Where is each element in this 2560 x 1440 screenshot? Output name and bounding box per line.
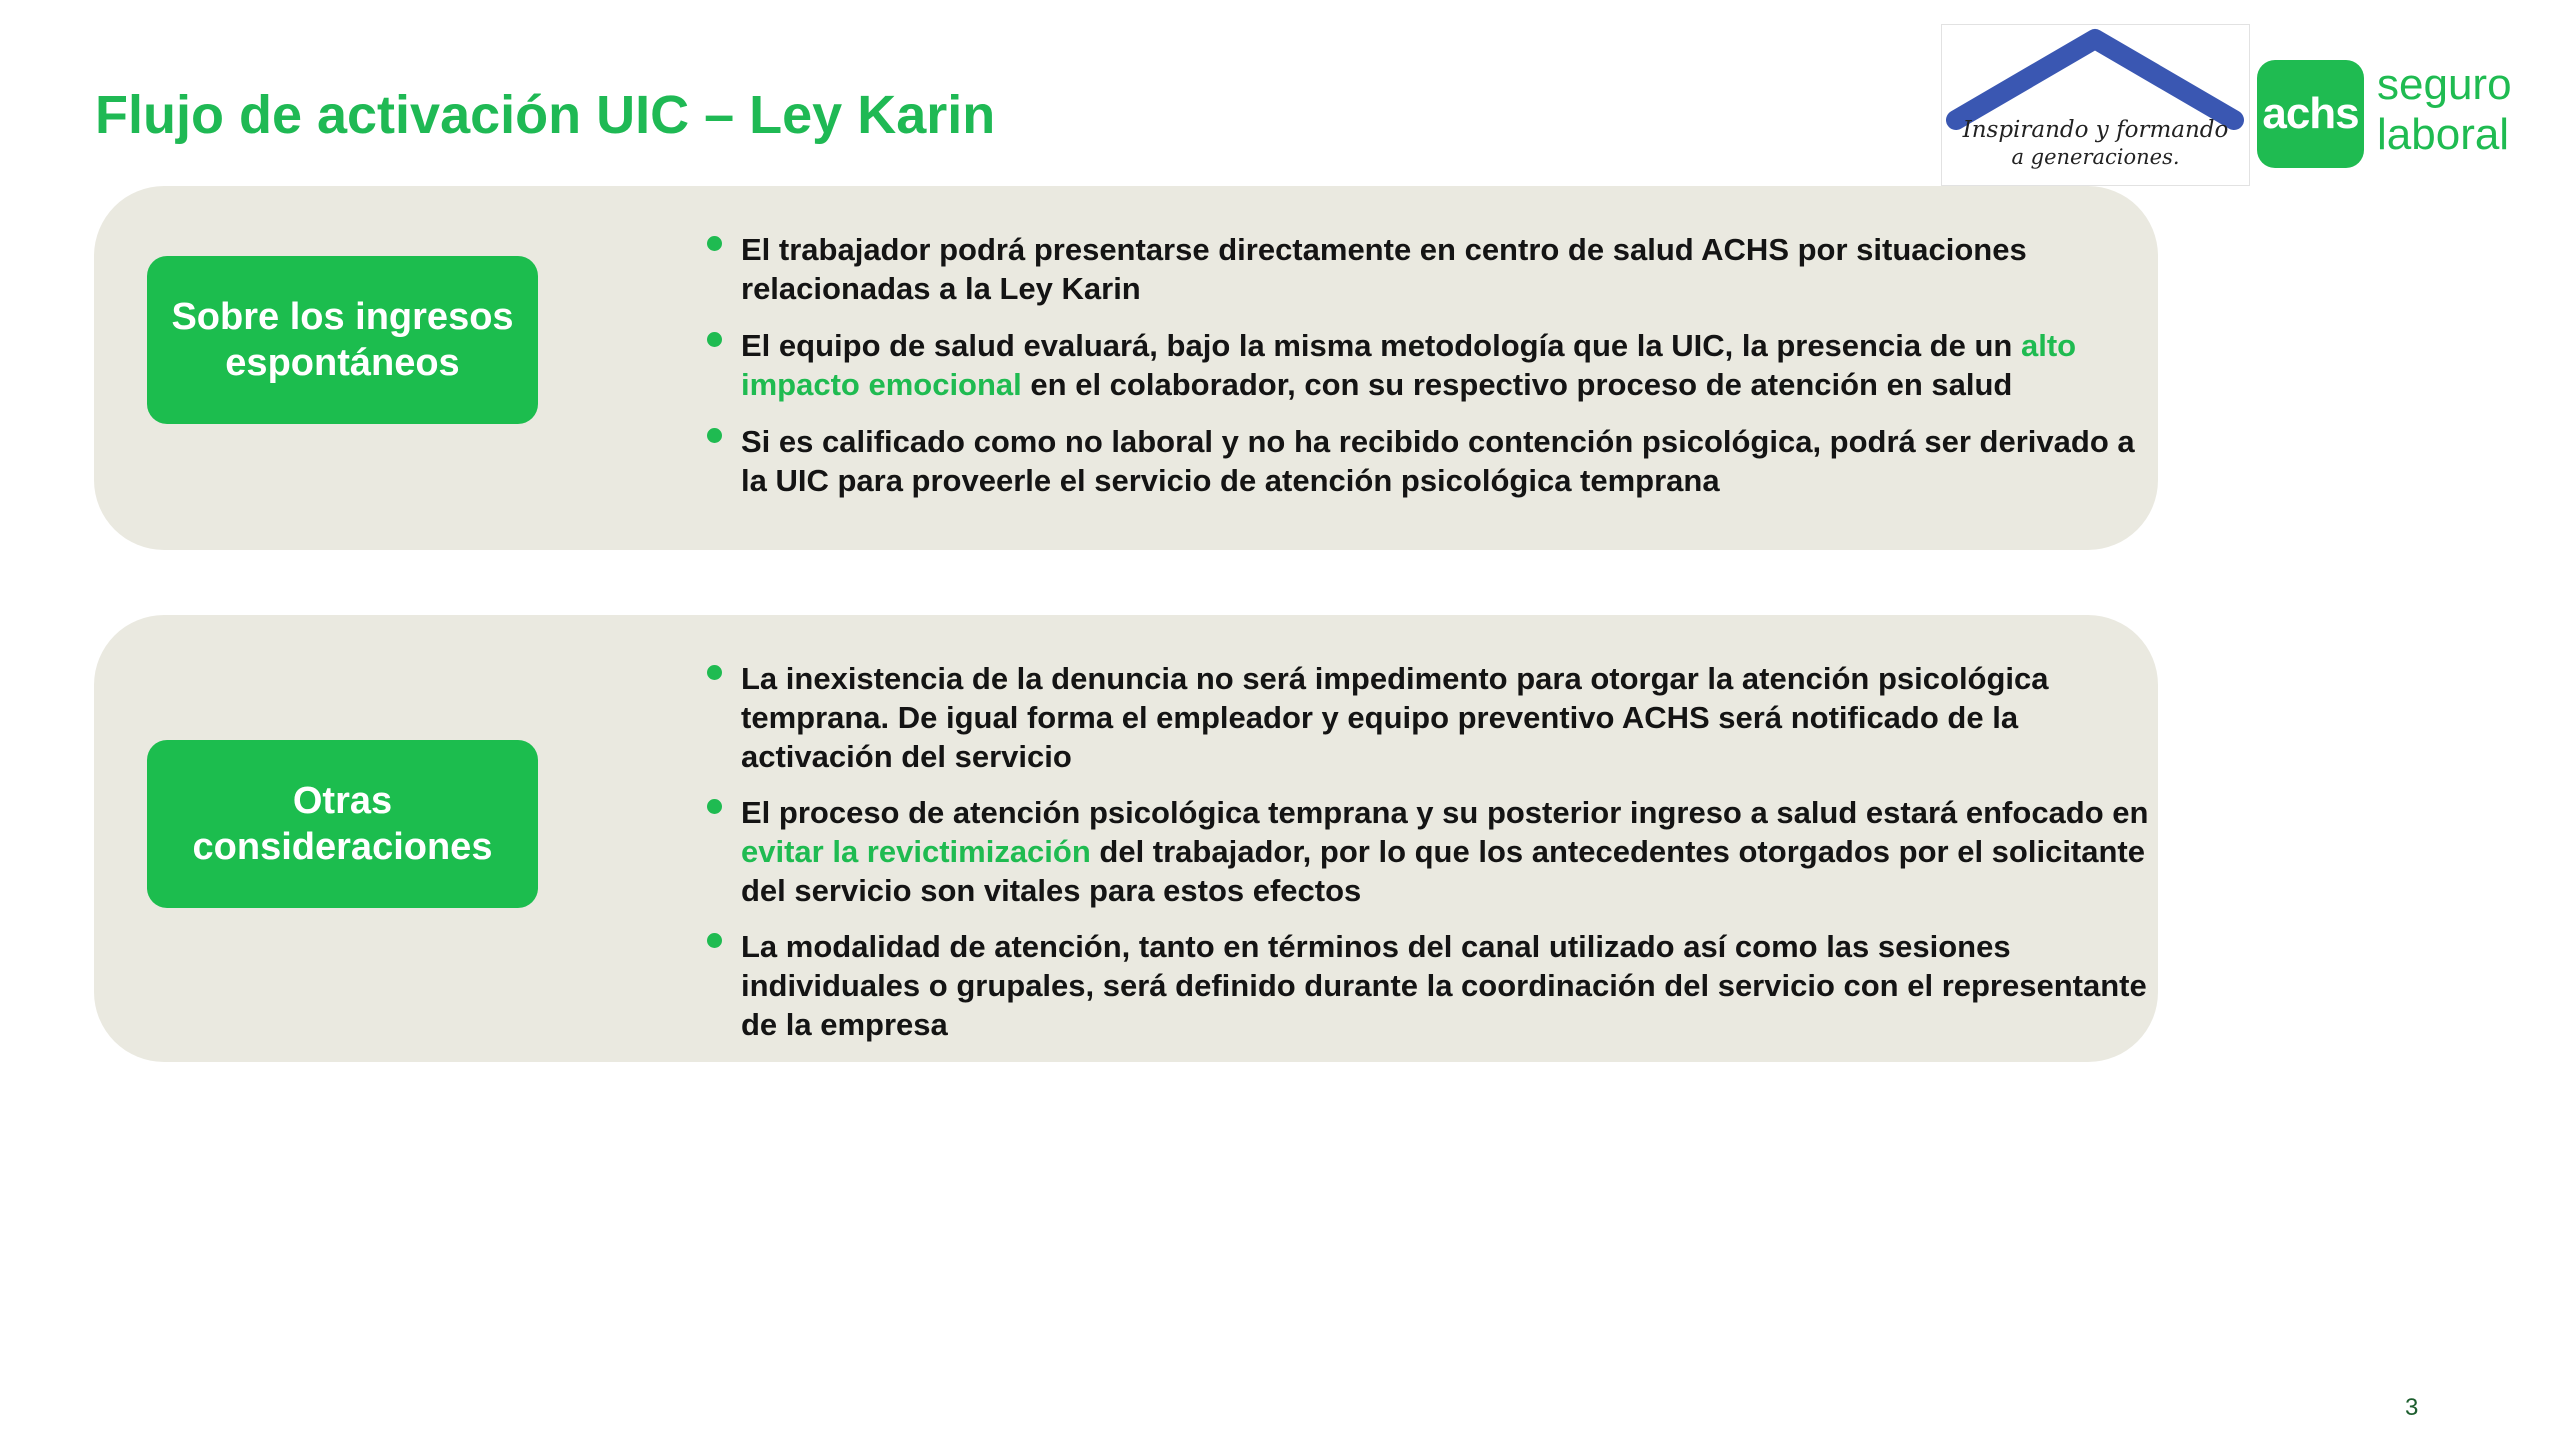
brand-line-2: laboral — [2377, 110, 2510, 159]
bullet-text: El trabajador podrá presentarse directamente en centro de salud ACHS por situaciones relacionadas a la Ley Karin — [741, 232, 2027, 306]
bullet-text: El equipo de salud evaluará, bajo la misma metodología que la UIC, la presencia de un — [741, 328, 2021, 363]
bullet-item — [740, 793, 2150, 910]
bullet-dot-icon — [707, 933, 722, 948]
bullet-highlight: evitar la revictimización — [741, 834, 1091, 869]
section-label-ingresos: Sobre los ingresos espontáneos — [147, 256, 538, 424]
partner-logo — [1941, 24, 2250, 186]
bullet-item — [740, 927, 2150, 1044]
bullet-dot-icon — [707, 428, 722, 443]
bullet-dot-icon — [707, 799, 722, 814]
partner-logo-line-1: Inspirando y formando — [1962, 117, 2229, 143]
bullet-text-after: del trabajador, por lo que los antecedentes otorgados por el solicitante del servicio son vitales para estos efectos — [741, 834, 2145, 908]
bullet-text-after: en el colaborador, con su respectivo proceso de atención en salud — [1021, 367, 2013, 402]
bullet-list-consideraciones — [740, 659, 2150, 1061]
achs-logo-badge: achs — [2257, 60, 2364, 168]
bullet-item — [740, 422, 2150, 500]
bullet-text: El proceso de atención psicológica temprana y su posterior ingreso a salud estará enfocado en — [741, 795, 2149, 830]
slide-title: Flujo de activación UIC – Ley Karin — [95, 85, 996, 145]
bullet-dot-icon — [707, 236, 722, 251]
bullet-list-ingresos — [740, 230, 2150, 518]
bullet-item — [740, 326, 2150, 404]
bullet-text: La inexistencia de la denuncia no será impedimento para otorgar la atención psicológica temprana. De igual forma el empleador y equipo preventivo ACHS será notificado de la activación del servicio — [741, 661, 2049, 774]
brand-wordmark — [2377, 60, 2512, 160]
brand-line-1: seguro — [2377, 60, 2512, 109]
bullet-highlight: alto impacto emocional — [741, 328, 2077, 402]
bullet-item — [740, 659, 2150, 776]
partner-logo-line-2: a generaciones. — [2011, 145, 2180, 169]
bullet-dot-icon — [707, 332, 722, 347]
bullet-text: La modalidad de atención, tanto en términos del canal utilizado así como las sesiones individuales o grupales, será definido durante la coordinación del servicio con el representante de la empresa — [741, 929, 2147, 1042]
bullet-text: Si es calificado como no laboral y no ha recibido contención psicológica, podrá ser derivado a la UIC para proveerle el servicio de atención psicológica temprana — [741, 424, 2135, 498]
bullet-dot-icon — [707, 665, 722, 680]
bullet-item — [740, 230, 2150, 308]
section-label-consideraciones: Otras consideraciones — [147, 740, 538, 908]
page-number: 3 — [2405, 1394, 2419, 1421]
